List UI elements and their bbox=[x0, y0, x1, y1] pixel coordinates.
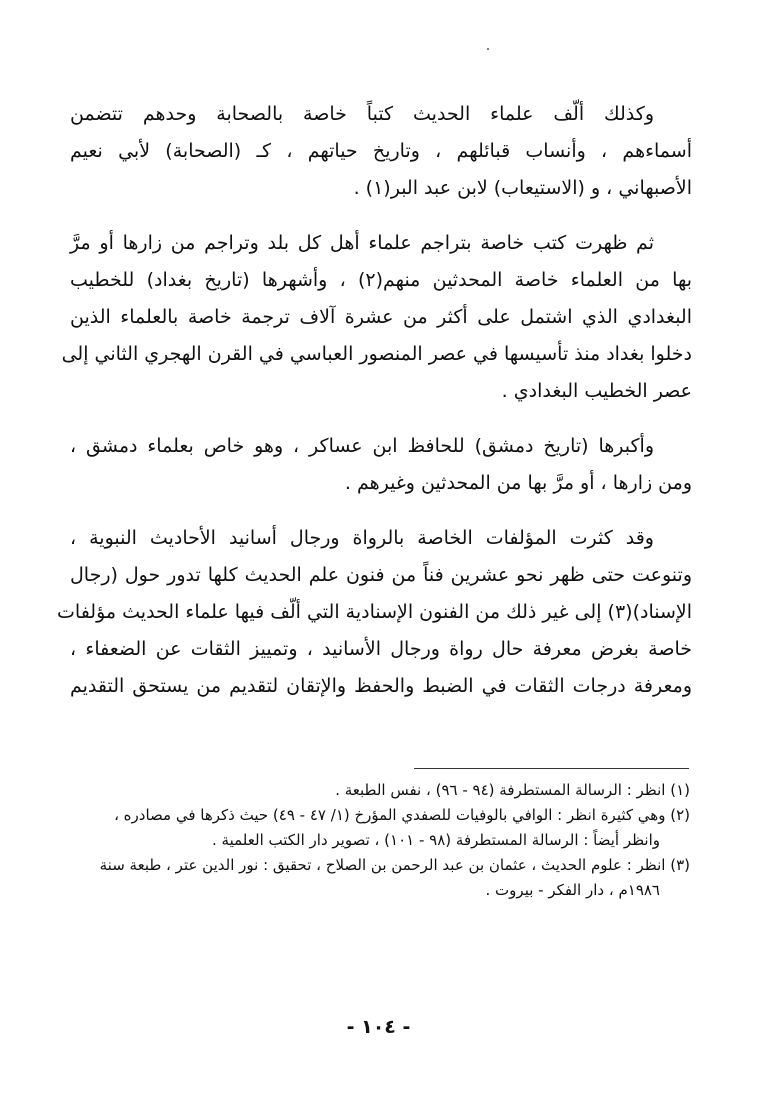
text-line: ومن زارها ، أو مرَّ بها من المحدثين وغيرهم . bbox=[344, 472, 692, 494]
footnote-2: (٢) وهي كثيرة انظر : الوافي بالوفيات للصفدي المؤرخ (١/ ٤٧ - ٤٩) حيث ذكرها في مصادره ، bbox=[114, 806, 690, 824]
paragraph-3 bbox=[70, 428, 692, 502]
footnote-3-continued: ١٩٨٦م ، دار الفكر - بيروت . bbox=[485, 881, 660, 899]
text-line: وقد كثرت المؤلفات الخاصة بالرواة ورجال أسانيد الأحاديث النبوية ، bbox=[70, 527, 654, 549]
footnote-3: (٣) انظر : علوم الحديث ، عثمان بن عبد الرحمن بن الصلاح ، تحقيق : نور الدين عتر ، طبعة سنة bbox=[99, 856, 690, 874]
text-line: خاصة بغرض معرفة حال رواة ورجال الأسانيد ، وتمييز الثقات عن الضعفاء ، bbox=[70, 638, 692, 660]
footnote-separator bbox=[414, 768, 689, 769]
paragraph-1 bbox=[70, 96, 692, 207]
text-line: الأصبهاني ، و (الاستيعاب) لابن عبد البر(١) . bbox=[353, 177, 692, 199]
footnote-2-continued: وانظر أيضاً : الرسالة المستطرفة (٩٨ - ١٠١) ، تصوير دار الكتب العلمية . bbox=[212, 831, 660, 849]
paragraph-2 bbox=[61, 225, 692, 410]
text-line: عصر الخطيب البغدادي . bbox=[501, 380, 692, 402]
text-line: ومعرفة درجات الثقات في الضبط والحفظ والإتقان لتقديم من يستحق التقديم bbox=[70, 675, 692, 697]
paragraph-4 bbox=[57, 520, 692, 705]
text-line: الإسناد)(٣) إلى غير ذلك من الفنون الإسنادية التي ألّف فيها علماء الحديث مؤلفات bbox=[57, 601, 692, 623]
footnote-1: (١) انظر : الرسالة المستطرفة (٩٤ - ٩٦) ، نفس الطبعة . bbox=[335, 781, 690, 799]
text-line: ثم ظهرت كتب خاصة بتراجم علماء أهل كل بلد وتراجم من زارها أو مرَّ bbox=[70, 232, 654, 254]
text-line: البغدادي الذي اشتمل على أكثر من عشرة آلاف ترجمة خاصة بالعلماء الذين bbox=[70, 306, 692, 328]
text-line: أسماءهم ، وأنساب قبائلهم ، وتاريخ حياتهم ، كـ (الصحابة) لأبي نعيم bbox=[70, 140, 692, 162]
text-line: وتنوعت حتى ظهر نحو عشرين فناً من فنون علم الحديث كلها تدور حول (رجال bbox=[70, 564, 692, 586]
text-line: بها من العلماء خاصة المحدثين منهم(٢) ، وأشهرها (تاريخ بغداد) للخطيب bbox=[70, 269, 692, 291]
text-line: وأكبرها (تاريخ دمشق) للحافظ ابن عساكر ، وهو خاص بعلماء دمشق ، bbox=[70, 435, 654, 457]
text-line: دخلوا بغداد منذ تأسيسها في عصر المنصور العباسي في القرن الهجري الثاني إلى bbox=[61, 343, 692, 365]
footnotes bbox=[70, 778, 690, 903]
text-line: وكذلك ألّف علماء الحديث كتباً خاصة بالصحابة وحدهم تتضمن bbox=[70, 103, 654, 125]
page-number: - ١٠٤ - bbox=[346, 1016, 411, 1038]
main-text bbox=[57, 96, 692, 723]
paper-speck bbox=[487, 48, 489, 50]
